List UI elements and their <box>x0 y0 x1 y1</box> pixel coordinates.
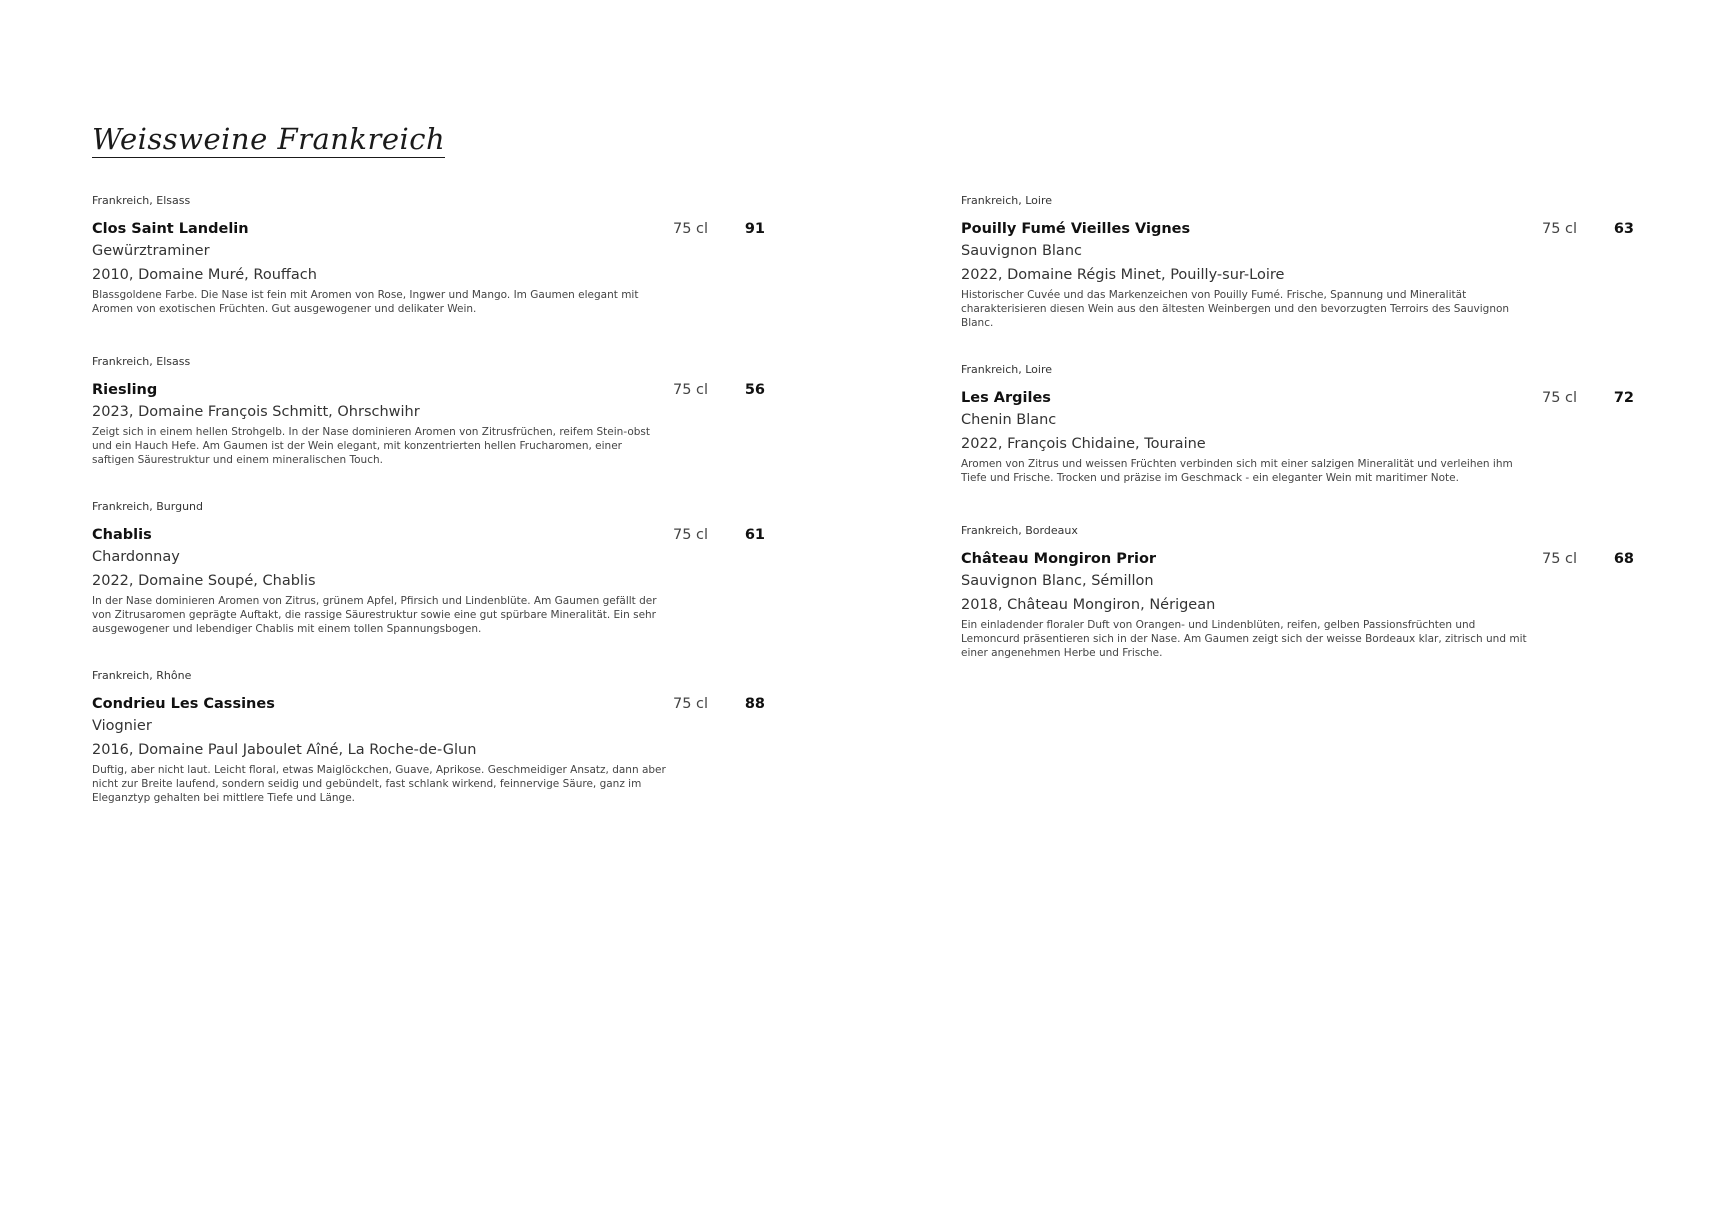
wine-vintage-producer: 2016, Domaine Paul Jaboulet Aîné, La Roche-de-Glun <box>92 742 477 758</box>
wine-header <box>961 549 1651 569</box>
wine-header <box>92 525 782 545</box>
wine-price: 91 <box>744 221 765 237</box>
wine-grape: Chenin Blanc <box>961 412 1057 428</box>
wine-entry <box>92 500 782 636</box>
wine-name: Riesling <box>92 382 158 398</box>
wine-header <box>961 219 1651 239</box>
wine-header <box>92 694 782 714</box>
wine-vintage-producer: 2022, Domaine Régis Minet, Pouilly-sur-Loire <box>961 267 1285 283</box>
wine-name: Pouilly Fumé Vieilles Vignes <box>961 221 1191 237</box>
wine-price: 63 <box>1613 221 1634 237</box>
wine-grape: Chardonnay <box>92 549 180 565</box>
wine-price: 68 <box>1613 551 1634 567</box>
wine-volume: 75 cl <box>673 527 709 543</box>
wine-vintage-producer: 2022, Domaine Soupé, Chablis <box>92 573 316 589</box>
wine-description: Ein einladender floraler Duft von Orangen- und Lindenblüten, reifen, gelben Passionsfrüchten und Lemoncurd präsentieren sich in der Nase. Am Gaumen zeigt sich der weisse Bordeaux klar, zitrisch und mit einer angenehmen Herbe und Frische. <box>961 619 1527 659</box>
wine-region: Frankreich, Burgund <box>92 500 204 513</box>
wine-description: Duftig, aber nicht laut. Leicht floral, etwas Maiglöckchen, Guave, Aprikose. Geschmeidiger Ansatz, dann aber nicht zur Breite laufend, sondern seidig und gebündelt, fast schlank wirkend, feinnervige Säure, ganz im Eleganztyp gehalten bei mittlere Tiefe und Länge. <box>92 764 666 804</box>
wine-volume: 75 cl <box>1542 221 1578 237</box>
wine-grape: Sauvignon Blanc, Sémillon <box>961 573 1154 589</box>
wine-region: Frankreich, Loire <box>961 363 1053 376</box>
wine-grape: Gewürztraminer <box>92 243 210 259</box>
wine-grape: Viognier <box>92 718 152 734</box>
wine-name: Clos Saint Landelin <box>92 221 249 237</box>
wine-vintage-producer: 2022, François Chidaine, Touraine <box>961 436 1206 452</box>
wine-vintage-producer: 2023, Domaine François Schmitt, Ohrschwihr <box>92 404 420 420</box>
wine-volume: 75 cl <box>1542 390 1578 406</box>
wine-description: Zeigt sich in einem hellen Strohgelb. In der Nase dominieren Aromen von Zitrusfrüchen, reifem Stein-obst und ein Hauch Hefe. Am Gaumen ist der Wein elegant, mit konzentrierten hellen Frucharomen, einer saftigen Säurestruktur und einem mineralischen Touch. <box>92 426 650 466</box>
wine-entry <box>961 524 1651 660</box>
wine-description: Aromen von Zitrus und weissen Früchten verbinden sich mit einer salzigen Mineralität und verleihen ihm Tiefe und Frische. Trocken und präzise im Geschmack - ein eleganter Wein mit maritimer Note. <box>961 458 1513 484</box>
wine-region: Frankreich, Elsass <box>92 355 191 368</box>
wine-price: 88 <box>744 696 765 712</box>
wine-name: Condrieu Les Cassines <box>92 696 275 712</box>
wine-name: Chablis <box>92 527 152 543</box>
wine-volume: 75 cl <box>673 696 709 712</box>
wine-entry <box>961 194 1651 330</box>
wine-entry <box>92 194 782 316</box>
wine-header <box>92 380 782 400</box>
wine-region: Frankreich, Loire <box>961 194 1053 207</box>
wine-price: 72 <box>1613 390 1634 406</box>
wine-region: Frankreich, Rhône <box>92 669 192 682</box>
wine-entry <box>961 363 1651 485</box>
wine-name: Les Argiles <box>961 390 1051 406</box>
wine-entry <box>92 669 782 805</box>
wine-price: 61 <box>744 527 765 543</box>
wine-entry <box>92 355 782 467</box>
wine-header <box>961 388 1651 408</box>
wine-name: Château Mongiron Prior <box>961 551 1157 567</box>
wine-volume: 75 cl <box>673 221 709 237</box>
wine-region: Frankreich, Elsass <box>92 194 191 207</box>
wine-price: 56 <box>744 382 765 398</box>
wine-header <box>92 219 782 239</box>
wine-vintage-producer: 2010, Domaine Muré, Rouffach <box>92 267 317 283</box>
wine-volume: 75 cl <box>1542 551 1578 567</box>
wine-description: In der Nase dominieren Aromen von Zitrus, grünem Apfel, Pfirsich und Lindenblüte. Am Gaumen gefällt der von Zitrusaromen geprägte Auftakt, die rassige Säurestruktur sowie eine gut spürbare Mineralität. Ein sehr ausgewogener und lebendiger Chablis mit einem tollen Spannungsbogen. <box>92 595 657 635</box>
wine-description: Historischer Cuvée und das Markenzeichen von Pouilly Fumé. Frische, Spannung und Mineralität charakterisieren diesen Wein aus den ältesten Weinbergen und den bevorzugten Terroirs des Sauvignon Blanc. <box>961 289 1510 329</box>
wine-volume: 75 cl <box>673 382 709 398</box>
page-title: Weissweine Frankreich <box>92 122 446 156</box>
wine-region: Frankreich, Bordeaux <box>961 524 1078 537</box>
wine-grape: Sauvignon Blanc <box>961 243 1082 259</box>
wine-vintage-producer: 2018, Château Mongiron, Nérigean <box>961 597 1216 613</box>
wine-description: Blassgoldene Farbe. Die Nase ist fein mit Aromen von Rose, Ingwer und Mango. Im Gaumen elegant mit Aromen von exotischen Früchten. Gut ausgewogener und delikater Wein. <box>92 289 639 315</box>
